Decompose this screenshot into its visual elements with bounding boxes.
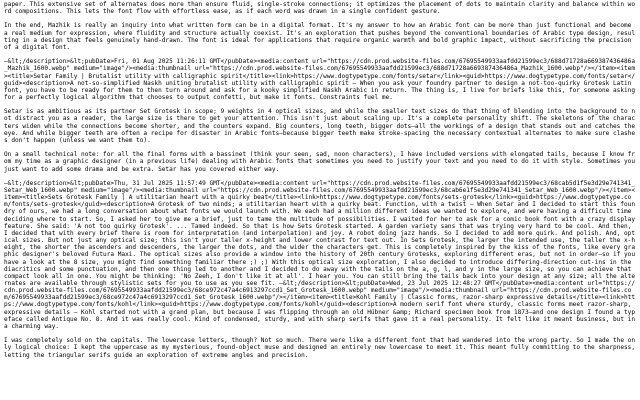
paragraph: Setar is as ambitious as its partner Set Grotesk in scope; 9 weights in 4 optical sizes, and while the smaller text sizes do that thing of blending into the background to not distract you as a reader, the large size is there to get your attention. This isn't just about scaling up. It's a complete personality shift. The skeletons of the characters widen while the connections become shorter, and the counters expand. Big counters, long teeth, bigger dots—all the workings of a design that stands out and catches the eye. And while bigger teeth are often a recipe for disaster in Arabic fonts—because bigger teeth make stroke-spacing the necessary contextual alternates to make sure clashes don't happen (unless we want them to). [4, 108, 639, 144]
paragraph: I was completely sold on the capitals. The lowercase letters, though? Not so much. There were like a different font that had wandered into the wrong party. So I made the only logical choice: I kept the uppercase as my mysterious, found-object muse and designed an entirely new lowercase to meet it. This meant fully committing to the sharpness, letting the triangular serifs guide an exploration of extreme angles and precision. [4, 337, 639, 359]
paragraph: —&lt;/description>&lt;pubDate>Fri, 01 Aug 2025 11:26:11 GMT</pubDate><media:content url="https://cdn.prod.website-files.com/67695549933aafdd21599ec3/688d71728a669387436486a_Mazhik_1600.webp" medium="image"/><media:thumbnail url="https://cdn.prod.website-files.com/67695549933aafdd21599ec3/688d71728a669387436486a_Mazhik_1600.webp"/></item><item><title>Setar Family | Brutalist utility with calligraphic spirit</title><link>https://www.dogtypetype.com/fonts/setar</link><guid>https://www.dogtypetype.com/fonts/setar</guid><description>A not-so-simplified Naskh uniting brutalist utility with calligraphic spirit — When you ask your foundry partner to design a not-too-quirky Grotesk Latin font, you have to be ready for them to then turn around and ask for a kooky simplified Naskh Arabic in return. The thing is, I live for briefs like this, for someone asking for a perfectly logical algorithm that chooses to output confetti, but make it fonts. Constraints fuel me. [4, 58, 639, 101]
paragraph: In the end, Mazhik is really an inquiry into what written form can be in a digital format. It's my answer to how an Arabic font can be more than just functional and become a real medium for expression, where fluidity and structure actually coexist. It's an exploration that pushes beyond the conventional boundaries of Arabic type design, resulting in a design that feels genuinely hand-drawn. The font is ideal for applications that require organic warmth and bold graphic impact, without sacrificing the precision of a digital font. [4, 22, 636, 51]
paragraph: paper. This extensive set of alternates does more than ensure fluid, single-stroke connections; it optimizes the placement of dots to maintain clarity and balance within word compositions. This lets the font flow with effortless ease, as if each word was drawn in a single confident gesture. [4, 1, 636, 16]
paragraph: On a small technical note: for all the final forms with a bassinet (think your seen, sad, noon characters), I have included versions with elongated tails, because I know from my time as a graphic designer (in a previous life) dealing with Arabic fonts that sometimes you need to justify your text and you need to do it with style. Sometimes you just want to add some drama and be extra. Setar has you covered either way. [4, 151, 639, 173]
paragraph: —&lt;/description>&lt;pubDate>Thu, 31 Jul 2025 11:57:49 GMT</pubDate><media:content url="https://cdn.prod.website-files.com/67695549933aafdd21599ec3/68cab5d1f5e3d29e741341_Setar_Web_1600.webp" medium="image"/><media:thumbnail url="https://cdn.prod.website-files.com/67695549933aafdd21599ec3/68cab6e1f5e3d29e741341_Setar_Web_1600.webp"/></item><item><title>Sets Grotesk Family | A utilitarian heart with a quirky beat</title><link>https://www.dogtypetype.com/fonts/sets-grotesk</link><guid>https://www.dogtypetype.com/fonts/sets-grotesk</guid><description>A Grotesk of two minds; a utilitarian heart with a quirky beat. Function, with a twist — When Setar and I decided to start this foundry of ours, we had a long conversation about what fonts we would launch with. We each had a million different ideas we wanted to explore, and were having a difficult time deciding where to start. So, I asked her to give me a brief, just to tame the multitude of possibilities. I waited for her to ask for a comic book font with a crazy display feature. She said: 'A not too quirky Grotesk'. ... Tamed indeed. So that is how Sets Grotesk started. A garden variety sans that was trying very hard to be cool. And then, I decided that with every brief there is room for interpretation (and interpolation) and joy. A robot doing jazz hands. So I decided to add more quirk. And polish. And, optical sizes. But not just any optical size; this isn't your taller x-height and lower contrast for text out. In Sets Grotesk, the larger the intended use, the taller the x-height, the shorter the ascenders and descenders, the larger the dots, and the wider the characters get. This is completely inspired by the kiss of the fonts, like every graphic designer's beloved Futura Maxi. The optical sizes also provide a window into the history of 20th century Grotesks, exploring different eras, but not in order—so if you have a look at the 8 size, you might find something familiar there ;) ;) With this optical size exploration, I also decided to introduce differing-direction cut-ins in the diacritics and some punctuation, and then one thing led to another and I decided to do away with the tails on the a, g, l, and y in the large size, so you can achieve that compact look all in one. You might be thinking: 'No Zeeh, I don't like it at all'. I hear you. You can still bring the tails back into your design at any size; all the alternates are available through stylistic sets for you to use as you see fit. —&lt;/description>&lt;pubDate>Wed, 23 Jul 2025 12:48:27 GMT</pubDate><media:content url="https://cdn.prod.website-files.com/67695549933aafdd21599ec3/68ce972c47a4c6913297ccd1_Set_Grotesk_1600.webp" medium="image"/><media:thumbnail url="https://cdn.prod.website-files.com/67695549933aafdd21599ec3/68ce972c47a4c6913297ccd1_Set_Grotesk_1600.webp"/></item><item><title>Kohl Family | Classic forms, razor-sharp expressive details</title><link>https://www.dogtypetype.com/fonts/kohl</link><guid>https://www.dogtypetype.com/fonts/kohl</guid><description>A modern serif font where sturdy, classic forms meet razor-sharp, expressive details — Kohl started not with a grand plan, but because I was flipping through an old Hübner &amp; Richard specimen book from 1873—and one design I found a typeface called Antique No. 8. And it was really cool. Kind of condensed, sturdy, and with sharp serifs that gave it a real personality. It felt like it meant business, but in a charming way. [4, 179, 639, 330]
